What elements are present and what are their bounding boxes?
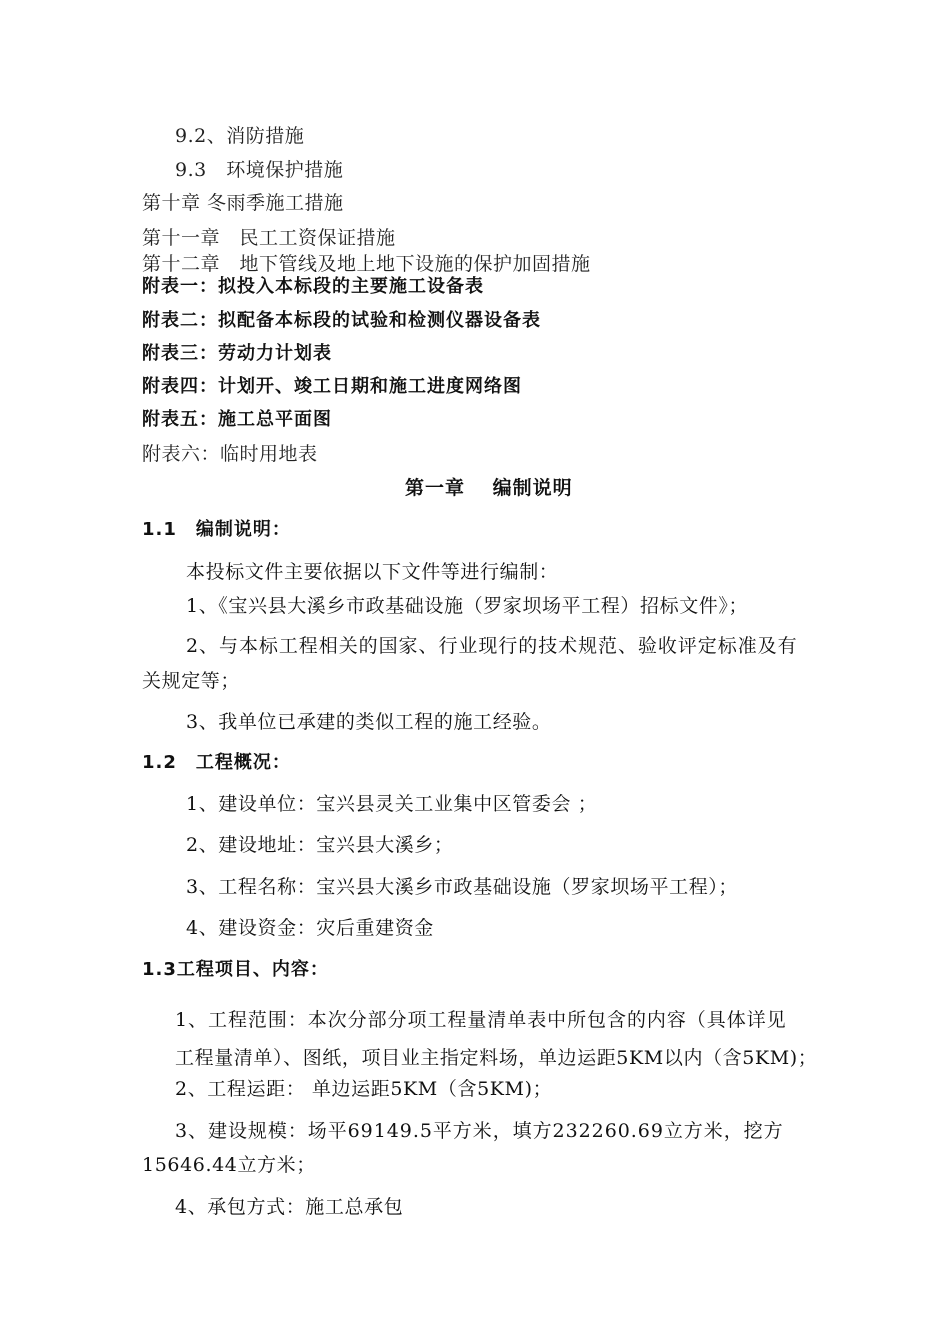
section-1-1-item-1: 1、《宝兴县大溪乡市政基础设施（罗家坝场平工程）招标文件》； — [186, 595, 749, 617]
section-1-1-item-3: 3、我单位已承建的类似工程的施工经验。 — [186, 711, 552, 733]
section-1-2-item-3: 3、工程名称：宝兴县大溪乡市政基础设施（罗家坝场平工程）； — [186, 876, 738, 898]
section-1-3-item-2: 2、工程运距： 单边运距5KM（含5KM)； — [175, 1078, 553, 1100]
section-1-2-item-4: 4、建设资金：灾后重建资金 — [186, 917, 434, 939]
section-1-2-item-1: 1、建设单位：宝兴县灵关工业集中区管委会 ； — [186, 793, 598, 815]
section-1-3-item-1-cont: 工程量清单）、图纸，项目业主指定料场，单边运距5KM以内（含5KM)； — [175, 1047, 818, 1069]
section-1-1-item-2: 2、与本标工程相关的国家、行业现行的技术规范、验收评定标准及有 — [186, 635, 798, 657]
toc-appendix-3: 附表三：劳动力计划表 — [142, 343, 332, 364]
section-1-3-item-3: 3、建设规模：场平69149.5平方米，填方232260.69立方米，挖方 — [175, 1120, 784, 1142]
toc-item-9-2: 9.2、消防措施 — [175, 125, 305, 147]
toc-item-chapter-10: 第十章 冬雨季施工措施 — [142, 192, 344, 214]
toc-item-chapter-12: 第十二章 地下管线及地上地下设施的保护加固措施 — [142, 253, 591, 275]
section-1-2-heading: 1.2 工程概况： — [142, 752, 291, 773]
toc-item-9-3: 9.3 环境保护措施 — [175, 159, 344, 181]
section-1-3-item-4: 4、承包方式：施工总承包 — [175, 1196, 404, 1218]
section-1-2-item-2: 2、建设地址：宝兴县大溪乡； — [186, 834, 454, 856]
toc-item-chapter-11: 第十一章 民工工资保证措施 — [142, 227, 396, 249]
section-1-3-heading: 1.3工程项目、内容： — [142, 959, 329, 980]
toc-appendix-1: 附表一：拟投入本标段的主要施工设备表 — [142, 276, 484, 297]
section-1-3-item-3-cont: 15646.44立方米； — [142, 1154, 316, 1176]
toc-appendix-4: 附表四：计划开、竣工日期和施工进度网络图 — [142, 376, 522, 397]
section-1-1-intro: 本投标文件主要依据以下文件等进行编制： — [186, 561, 559, 583]
section-1-1-heading: 1.1 编制说明： — [142, 519, 291, 540]
section-1-1-item-2-cont: 关规定等； — [142, 670, 241, 692]
toc-appendix-6: 附表六：临时用地表 — [142, 443, 318, 465]
section-1-3-item-1: 1、工程范围：本次分部分项工程量清单表中所包含的内容（具体详见 — [175, 1009, 787, 1031]
toc-appendix-2: 附表二：拟配备本标段的试验和检测仪器设备表 — [142, 310, 541, 331]
chapter-title: 第一章 编制说明 — [405, 477, 573, 499]
toc-appendix-5: 附表五：施工总平面图 — [142, 409, 332, 430]
